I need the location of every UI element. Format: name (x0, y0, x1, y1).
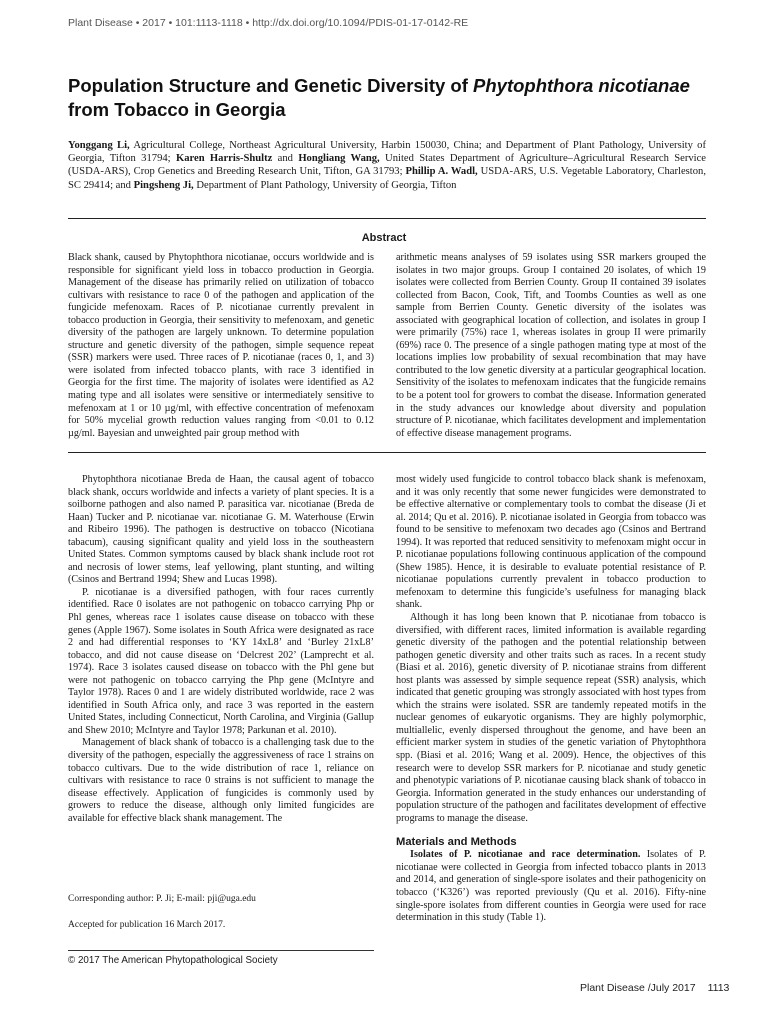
author-name: Phillip A. Wadl, (405, 166, 478, 178)
corresponding-author: Corresponding author: P. Ji; E-mail: pji@uga.edu (68, 894, 256, 904)
author-connector: and (272, 153, 299, 165)
article-title (68, 74, 708, 122)
section-heading-materials-methods: Materials and Methods (396, 836, 517, 849)
body-paragraph: Although it has long been known that P. nicotianae from tobacco is diversified, with different races, limited information is available regarding genetic diversity of the pathogen and the potential relationship between pathogen genetic diversity and other traits such as races. In a recent study (Biasi et al. 2016), genetic diversity of P. nicotianae strains from different host plants was assessed by simple sequence repeat (SSR) analysis, which indicated that genetic grouping was strongly associated with host types from which the strains were isolated. SSR are tandemly repeated motifs in the nuclear genomes of eukaryotic organisms. They are highly polymorphic, multiallelic, evenly dispersed throughout the genome, and have been an efficient marker system in studies of the genetic variation of Phytophthora spp. (Biasi et al. 2016; Wang et al. 2009). Hence, the objectives of this research were to develop SSR markers for P. nicotianae and study genetic and phenotypic variations of P. nicotianae causing black shank of tobacco in Georgia. Information generated in the study enhances our understanding of population structure of the pathogen and facilitates development of effective programs to manage the disease. (396, 612, 706, 824)
title-species: Phytophthora nicotianae (473, 75, 690, 96)
copyright: © 2017 The American Phytopathological Society (68, 955, 278, 966)
abstract-text: arithmetic means analyses of 59 isolates using SSR markers grouped the isolates in two major groups. Group I contained 20 isolates, of which 19 isolates were collected from Berrien County. Group II contained 39 isolates collected from Bacon, Cook, Tift, and Toombs Counties as well as one sample from Berrien County. Genetic diversity of the isolates was associated with geographical location of collection, and isolates in group I were primarily (75%) race 1, whereas isolates in group II were primarily (69%) race 0. The presence of a single pathogen mating type at most of the locations implies low probability of sexual recombination that may have contributed to the low genetic diversity at a particular geographical location. Sensitivity of the isolates to mefenoxam indicates that the fungicide remains to be a potent tool for growers to combat the disease. Information generated in the study advances our knowledge about diversity and population structure of P. nicotianae, which facilitates development and implementation of effective disease management programs. (396, 252, 706, 439)
journal-issue: Plant Disease /July 2017 (580, 982, 696, 994)
subsection-heading: Isolates of P. nicotianae and race determination. (410, 849, 641, 861)
body-right-column (396, 474, 706, 925)
accepted-date: Accepted for publication 16 March 2017. (68, 920, 226, 930)
affiliation: USDA-ARS, U.S. Vegetable Laboratory, Charleston, SC 29414; and (68, 166, 706, 191)
page-number: 1113 (707, 982, 730, 994)
body-paragraph: most widely used fungicide to control tobacco black shank is mefenoxam, and it was only recently that some newer fungicides were demonstrated to be effective alternative or complementary tools to combat the disease (Ji et al. 2014; Qu et al. 2016). P. nicotianae isolated in Georgia from tobacco was found to be sensitive to mefenoxam two decades ago (Csinos and Bertrand 1994). It was reported that reduced sensitivity to mefenoxam might occur in P. nicotianae populations following continuous application of the compound (Shew 1985). Hence, it is desirable to evaluate potential resistance of P. nicotianae populations currently prevalent in tobacco production to mefenoxam to determine this fungicide’s usefulness for managing black shank. (396, 474, 706, 611)
abstract-right-column (396, 252, 706, 440)
author-affiliations (68, 139, 706, 192)
author-name: Yonggang Li, (68, 140, 130, 151)
title-part-1: Population Structure and Genetic Diversity of (68, 75, 474, 96)
affiliation: Agricultural College, Northeast Agricultural University, Harbin 150030, China; and Department of Plant Pathology, University of Georgia, Tifton 31794; (68, 140, 706, 165)
abstract-left-column (68, 252, 374, 440)
page-footer (580, 982, 729, 994)
running-header: Plant Disease • 2017 • 101:1113-1118 • http://dx.doi.org/10.1094/PDIS-01-17-0142-RE (68, 17, 469, 29)
body-left-column (68, 474, 374, 825)
author-name: Hongliang Wang, (298, 153, 380, 165)
subsection-text: Isolates of P. nicotianae were collected in Georgia from infected tobacco plants in 2013 and 2014, and generation of single-spore isolates and their pathogenicity on tobacco (‘K326’) was reported previously (Qu et al. 2016). Fifty-nine single-spore isolates from different counties in Georgia were used for race determination in this study (Table 1). (396, 849, 706, 924)
abstract-heading: Abstract (361, 232, 407, 244)
author-name: Karen Harris-Shultz (175, 153, 273, 165)
abstract-bottom-rule (68, 452, 706, 453)
affiliation: United States Department of Agriculture–Agricultural Research Service (USDA-ARS), Crop Genetics and Breeding Research Unit, Tifton, GA 31793; (68, 153, 706, 178)
author-name: Pingsheng Ji, (133, 179, 194, 191)
body-paragraph: P. nicotianae is a diversified pathogen, with four races currently identified. Race 0 isolates are not pathogenic on tobacco carrying Php or Phl genes, whereas race 1 isolates cause disease on tobacco with these genes (Apple 1967). Some isolates in South Africa were designated as race 2 and had differential responses to ‘KY 14xL8’ and ‘Burley 21xL8’ tobacco, and did not cause disease on ‘Delcrest 202’ (Lamprecht et al. 1974). Race 3 isolates caused disease on tobacco with the Phl gene but were not pathogenic on tobacco carrying the Php gene (McIntyre and Taylor 1978). Races 0 and 1 are widely distributed worldwide, race 2 was identified in South Africa only, and race 3 was reported in the eastern United States, including Connecticut, North Carolina, and Virginia (Gallup and Shew 2010; McIntyre and Taylor 1978; Parkunan et al. 2010). (68, 586, 374, 736)
abstract-top-rule (68, 218, 706, 219)
abstract-text: Black shank, caused by Phytophthora nicotianae, occurs worldwide and is responsible for significant yield loss in tobacco production in Georgia. Management of the disease has primarily relied on utilization of tobacco cultivars with resistance to race 0 of the pathogen and application of the fungicide mefenoxam. Races of P. nicotianae currently prevalent in tobacco production in Georgia, their sensitivity to mefenoxam, and genetic diversity of the pathogen are largely unknown. To determine population structure and genetic diversity of the pathogen, simple sequence repeat (SSR) markers were used. Three races of P. nicotianae (races 0, 1, and 3) were isolated from infected tobacco plants, with race 3 identified in Georgia for the first time. The majority of isolates were identified as A2 mating type and all isolates were sensitive or intermediately sensitive to mefenoxam at 1 or 10 µg/ml, with effective concentration of mefenoxam for 50% mycelial growth reduction values ranging from <0.01 to 0.12 µg/ml. Bayesian and unweighted pair group method with (68, 252, 374, 439)
body-paragraph (396, 849, 706, 924)
footnote-rule (68, 950, 374, 951)
affiliation: Department of Plant Pathology, University of Georgia, Tifton (193, 179, 457, 191)
body-paragraph: Phytophthora nicotianae Breda de Haan, the causal agent of tobacco black shank, occurs worldwide and infects a variety of plant species. It is a soilborne pathogen and also named P. parasitica var. nicotianae (Breda de Haan) Tucker and P. nicotianae var. nicotianae G. M. Waterhouse (Erwin and Ribeiro 1996). The pathogen is destructive on tobacco (Nicotiana tabacum), causing significant quality and yield loss in the southeastern United States. Common symptoms caused by black shank include root rot and necrosis of lower stems, leaf yellowing, plant stunting, and wilting (Csinos and Bertrand 1994; Shew and Lucas 1998). (68, 474, 374, 586)
title-part-2: from Tobacco in Georgia (68, 99, 286, 120)
body-paragraph: Management of black shank of tobacco is a challenging task due to the diversity of the pathogen, especially the aggressiveness of race 1 strains on tobacco cultivars. Due to the wide distribution of race 1, reliance on cultivars with resistance to race 0 strains is not sufficient to manage the disease effectively. Application of fungicides is commonly used by growers to reduce the disease, although only limited fungicides are available for effective black shank management. The (68, 737, 374, 824)
